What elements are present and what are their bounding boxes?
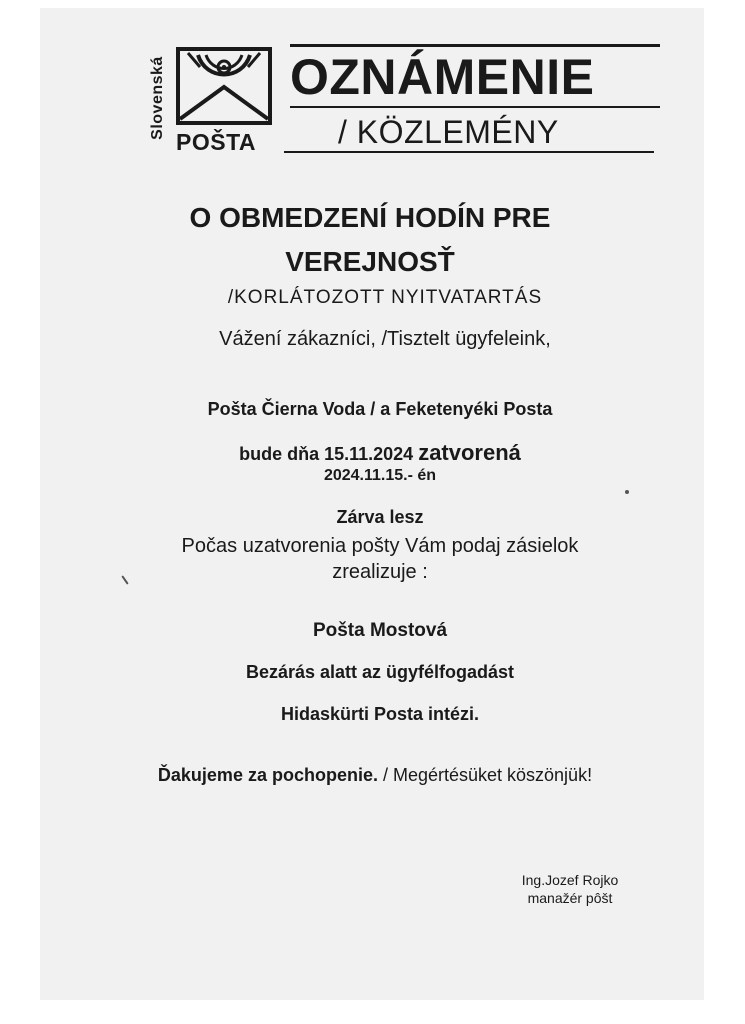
logo-vertical-text-wrap <box>143 40 173 156</box>
post-office-name: Pošta Čierna Voda / a Feketenyéki Posta <box>207 399 553 419</box>
signature-name: Ing.Jozef Rojko <box>521 872 619 888</box>
header-title: OZNÁMENIE <box>290 49 595 105</box>
scan-speck <box>625 490 629 494</box>
closure-date-row <box>140 440 620 466</box>
logo-vertical-text: Slovenská <box>149 56 166 140</box>
greeting: Vážení zákazníci, /Tisztelt ügyfeleink, <box>219 328 551 350</box>
signature-block <box>500 871 640 907</box>
substitute-office: Pošta Mostová <box>312 620 448 641</box>
notice-title-line1: O OBMEDZENÍ HODÍN PRE <box>189 202 551 233</box>
substitute-info-line2: zrealizuje : <box>332 561 428 583</box>
closure-date-hu: 2024.11.15.- én <box>323 467 437 484</box>
closure-date: bude dňa 15.11.2024 <box>239 444 414 464</box>
substitute-hu-line2: Hidaskürti Posta intézi. <box>280 704 480 724</box>
thanks-sk: Ďakujeme za pochopenie. <box>157 765 378 785</box>
signature-role: manažér pôšt <box>527 890 613 906</box>
logo-wordmark: POŠTA <box>176 129 257 155</box>
thanks-line <box>60 765 690 786</box>
notice-subtitle: /KORLÁTOZOTT NYITVATARTÁS <box>227 287 543 308</box>
closed-hu: Zárva lesz <box>336 507 424 527</box>
notice-title-line2: VEREJNOSŤ <box>285 246 455 277</box>
closed-word: zatvorená <box>418 440 521 465</box>
substitute-info-line1: Počas uzatvorenia pošty Vám podaj zásielok <box>181 535 579 557</box>
document-sheet <box>40 8 704 1000</box>
substitute-info <box>140 533 620 585</box>
thanks-hu: / Megértésüket köszönjük! <box>377 765 593 785</box>
post-horn-logo-icon <box>176 47 272 125</box>
header-subtitle: / KÖZLEMÉNY <box>338 114 559 150</box>
header-rule-middle <box>290 106 660 108</box>
substitute-hu-line1: Bezárás alatt az ügyfélfogadást <box>245 662 515 682</box>
header-rule-bottom <box>284 151 654 153</box>
